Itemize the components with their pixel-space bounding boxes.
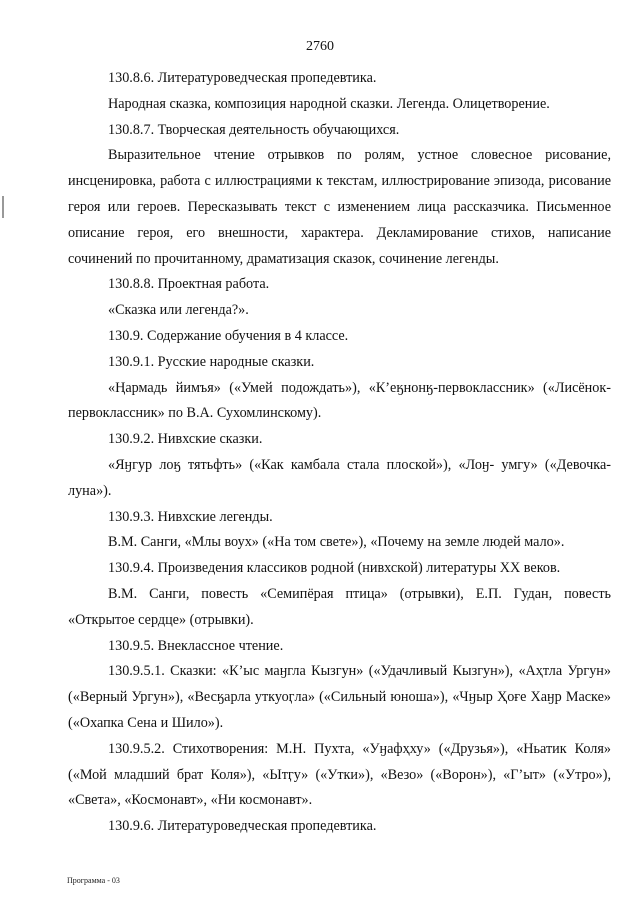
paragraph: 130.9.1. Русские народные сказки. [108, 353, 315, 370]
paragraph: 130.9.5.2. Стихотворения: М.Н. Пухта, «Уӈафҳху» («Друзья»), «Ньатик Коля» («Мой младший брат Коля»), «Ытӷу» («Утки»), «Везо» («Ворон»), «Г’ыт» («Утро»), «Света», «Космонавт», «Ни космонавт». [68, 740, 611, 809]
paragraph: 130.9.5.1. Сказки: «К’ыс маӈгла Кызгун» («Удачливый Кызгун»), «Аҳтла Ургун» («Верный Ургун»), «Весӄарла уткуоӷла» («Сильный юноша»), «Чӈыр Ҳоғе Хаӈр Маске» («Охапка Сена и Шило»). [68, 663, 611, 731]
paragraph: «Ңармадь йимъя» («Умей подождать»), «К’еӄнонӄ-первоклассник» («Лисёнок-первоклассник» по В.А. Сухомлинскому). [68, 379, 611, 422]
paragraph: В.М. Санги, повесть «Семипёрая птица» (отрывки), Е.П. Гудан, повесть «Открытое сердце» (отрывки). [68, 585, 611, 628]
margin-mark [2, 196, 4, 218]
paragraph: 130.9. Содержание обучения в 4 классе. [108, 327, 349, 344]
paragraph: «Яӈгур лоӄ тятьфть» («Как камбала стала плоской»), «Лоӈ- умгу» («Девочка-луна»). [68, 456, 611, 499]
paragraph: В.М. Санги, «Млы воух» («На том свете»), «Почему на земле людей мало». [108, 534, 565, 551]
paragraph: 130.9.3. Нивхские легенды. [108, 508, 273, 525]
paragraph: 130.8.6. Литературоведческая пропедевтика. [108, 70, 377, 86]
paragraph: 130.9.2. Нивхские сказки. [108, 431, 263, 448]
paragraph: 130.8.8. Проектная работа. [108, 276, 270, 293]
paragraph: 130.8.7. Творческая деятельность обучающихся. [108, 121, 400, 138]
page-footer: Программа - 03 [67, 876, 120, 885]
paragraph: 130.9.4. Произведения классиков родной (нивхской) литературы XX веков. [108, 560, 561, 577]
paragraph: Выразительное чтение отрывков по ролям, устное словесное рисование, инсценировка, работа с иллюстрациями к текстам, иллюстрирование эпизода, рисование героя или героев. Пересказывать текст с изменением лица рассказчика. Письменное описание героя, его внешности, характера. Декламирование стихов, написание сочинений по прочитанному, драматизация сказок, сочинение легенды. [68, 147, 611, 267]
paragraph: 130.9.5. Внеклассное чтение. [108, 637, 284, 654]
paragraph: Народная сказка, композиция народной сказки. Легенда. Олицетворение. [108, 95, 550, 112]
paragraph: 130.9.6. Литературоведческая пропедевтика. [108, 818, 377, 835]
document-body [68, 66, 611, 840]
page-number: 2760 [306, 39, 334, 54]
paragraph: «Сказка или легенда?». [108, 302, 249, 319]
